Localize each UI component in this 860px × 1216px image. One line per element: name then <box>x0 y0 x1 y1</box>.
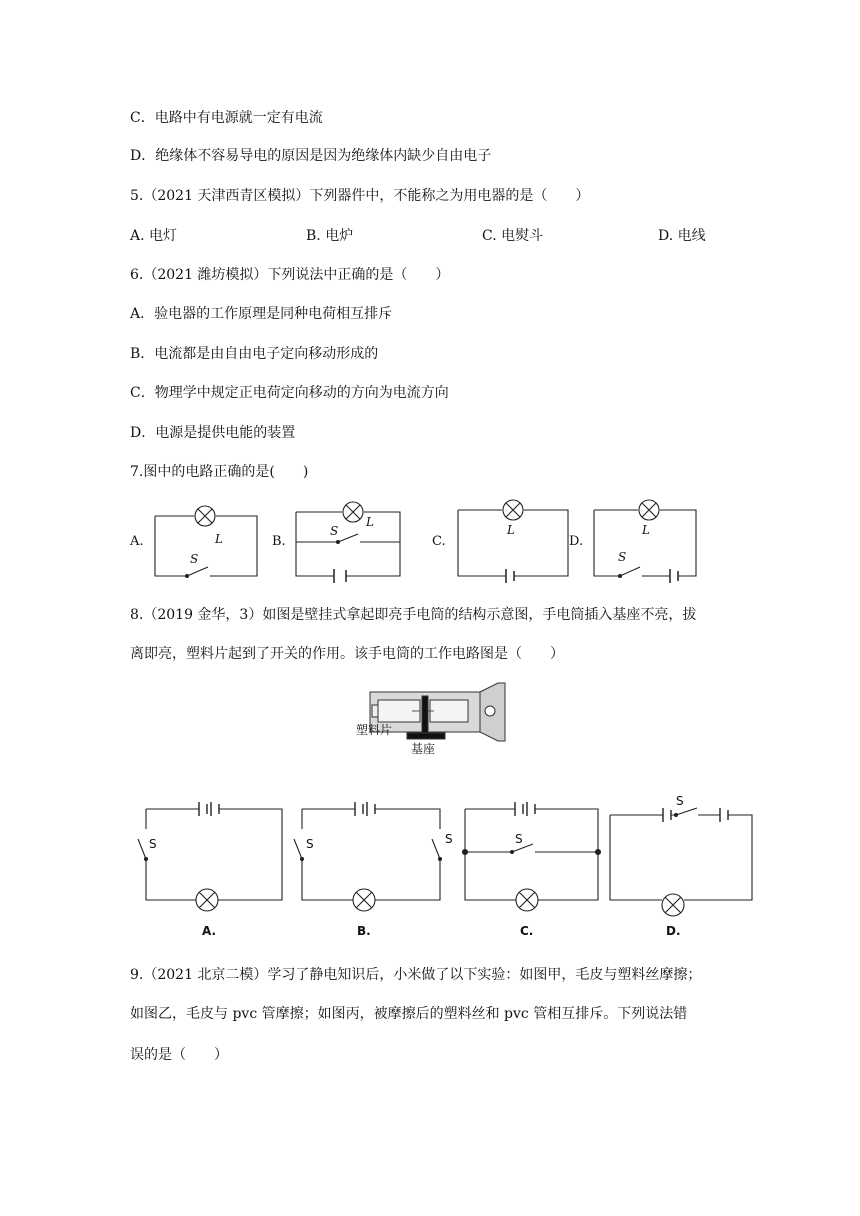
q7-label-b: B. <box>272 534 286 549</box>
q8-circuit-options <box>0 795 860 945</box>
q8-d-switch-label: S <box>676 794 684 808</box>
q7-d-lamp-label: L <box>642 523 650 537</box>
q5-option-d: D. 电线 <box>658 228 706 244</box>
q8-label-d: D. <box>666 924 681 938</box>
plastic-piece-label: 塑料片 <box>356 723 393 737</box>
q6-option-c: C．物理学中规定正电荷定向移动的方向为电流方向 <box>130 385 449 401</box>
q9-stem-line3: 误的是（ ） <box>130 1047 228 1063</box>
q8-label-b: B. <box>357 924 371 938</box>
q5-stem: 5.（2021 天津西青区模拟）下列器件中，不能称之为用电器的是（ ） <box>130 188 590 204</box>
q8-c-switch-label: S <box>515 832 523 846</box>
base-label: 基座 <box>411 742 436 756</box>
q7-stem: 7.图中的电路正确的是( ) <box>130 464 309 480</box>
q7-label-c: C. <box>432 534 446 549</box>
q7-circuit-figure <box>0 490 860 590</box>
q4-option-c: C．电路中有电源就一定有电流 <box>130 110 323 126</box>
q6-stem: 6.（2021 潍坊模拟）下列说法中正确的是（ ） <box>130 267 450 283</box>
q7-label-d: D. <box>569 534 584 549</box>
flashlight-figure <box>0 680 860 760</box>
q5-option-b: B. 电炉 <box>306 228 354 244</box>
q7-label-a: A. <box>130 534 144 549</box>
q8-label-a: A. <box>202 924 217 938</box>
q8-label-c: C. <box>520 924 534 938</box>
q6-option-a: A．验电器的工作原理是同种电荷相互排斥 <box>130 306 393 322</box>
q6-option-d: D．电源是提供电能的装置 <box>130 425 296 441</box>
q9-stem-line1: 9.（2021 北京二模）学习了静电知识后，小米做了以下实验：如图甲，毛皮与塑料丝摩擦； <box>130 967 702 983</box>
q8-b-switch2-label: S <box>445 832 453 846</box>
q9-stem-line2: 如图乙，毛皮与 pvc 管摩擦；如图丙，被摩擦后的塑料丝和 pvc 管相互排斥。下列说法错 <box>130 1006 688 1022</box>
q7-b-lamp-label: L <box>366 515 374 529</box>
q5-option-c: C. 电熨斗 <box>482 228 544 244</box>
q7-d-switch-label: S <box>618 550 627 564</box>
q7-c-lamp-label: L <box>507 523 515 537</box>
q4-option-d: D．绝缘体不容易导电的原因是因为绝缘体内缺少自由电子 <box>130 148 492 164</box>
q8-stem-line1: 8.（2019 金华，3）如图是壁挂式拿起即亮手电筒的结构示意图，手电筒插入基座不亮，拔 <box>130 607 697 623</box>
q8-stem-line2: 离即亮，塑料片起到了开关的作用。该手电筒的工作电路图是（ ） <box>130 646 564 662</box>
q8-b-switch1-label: S <box>306 837 314 851</box>
q5-option-a: A. 电灯 <box>130 228 178 244</box>
q7-a-switch-label: S <box>190 552 199 566</box>
q6-option-b: B．电流都是由自由电子定向移动形成的 <box>130 346 379 362</box>
q7-b-switch-label: S <box>330 524 339 538</box>
q7-a-lamp-label: L <box>215 532 223 546</box>
q8-a-switch-label: S <box>149 837 157 851</box>
